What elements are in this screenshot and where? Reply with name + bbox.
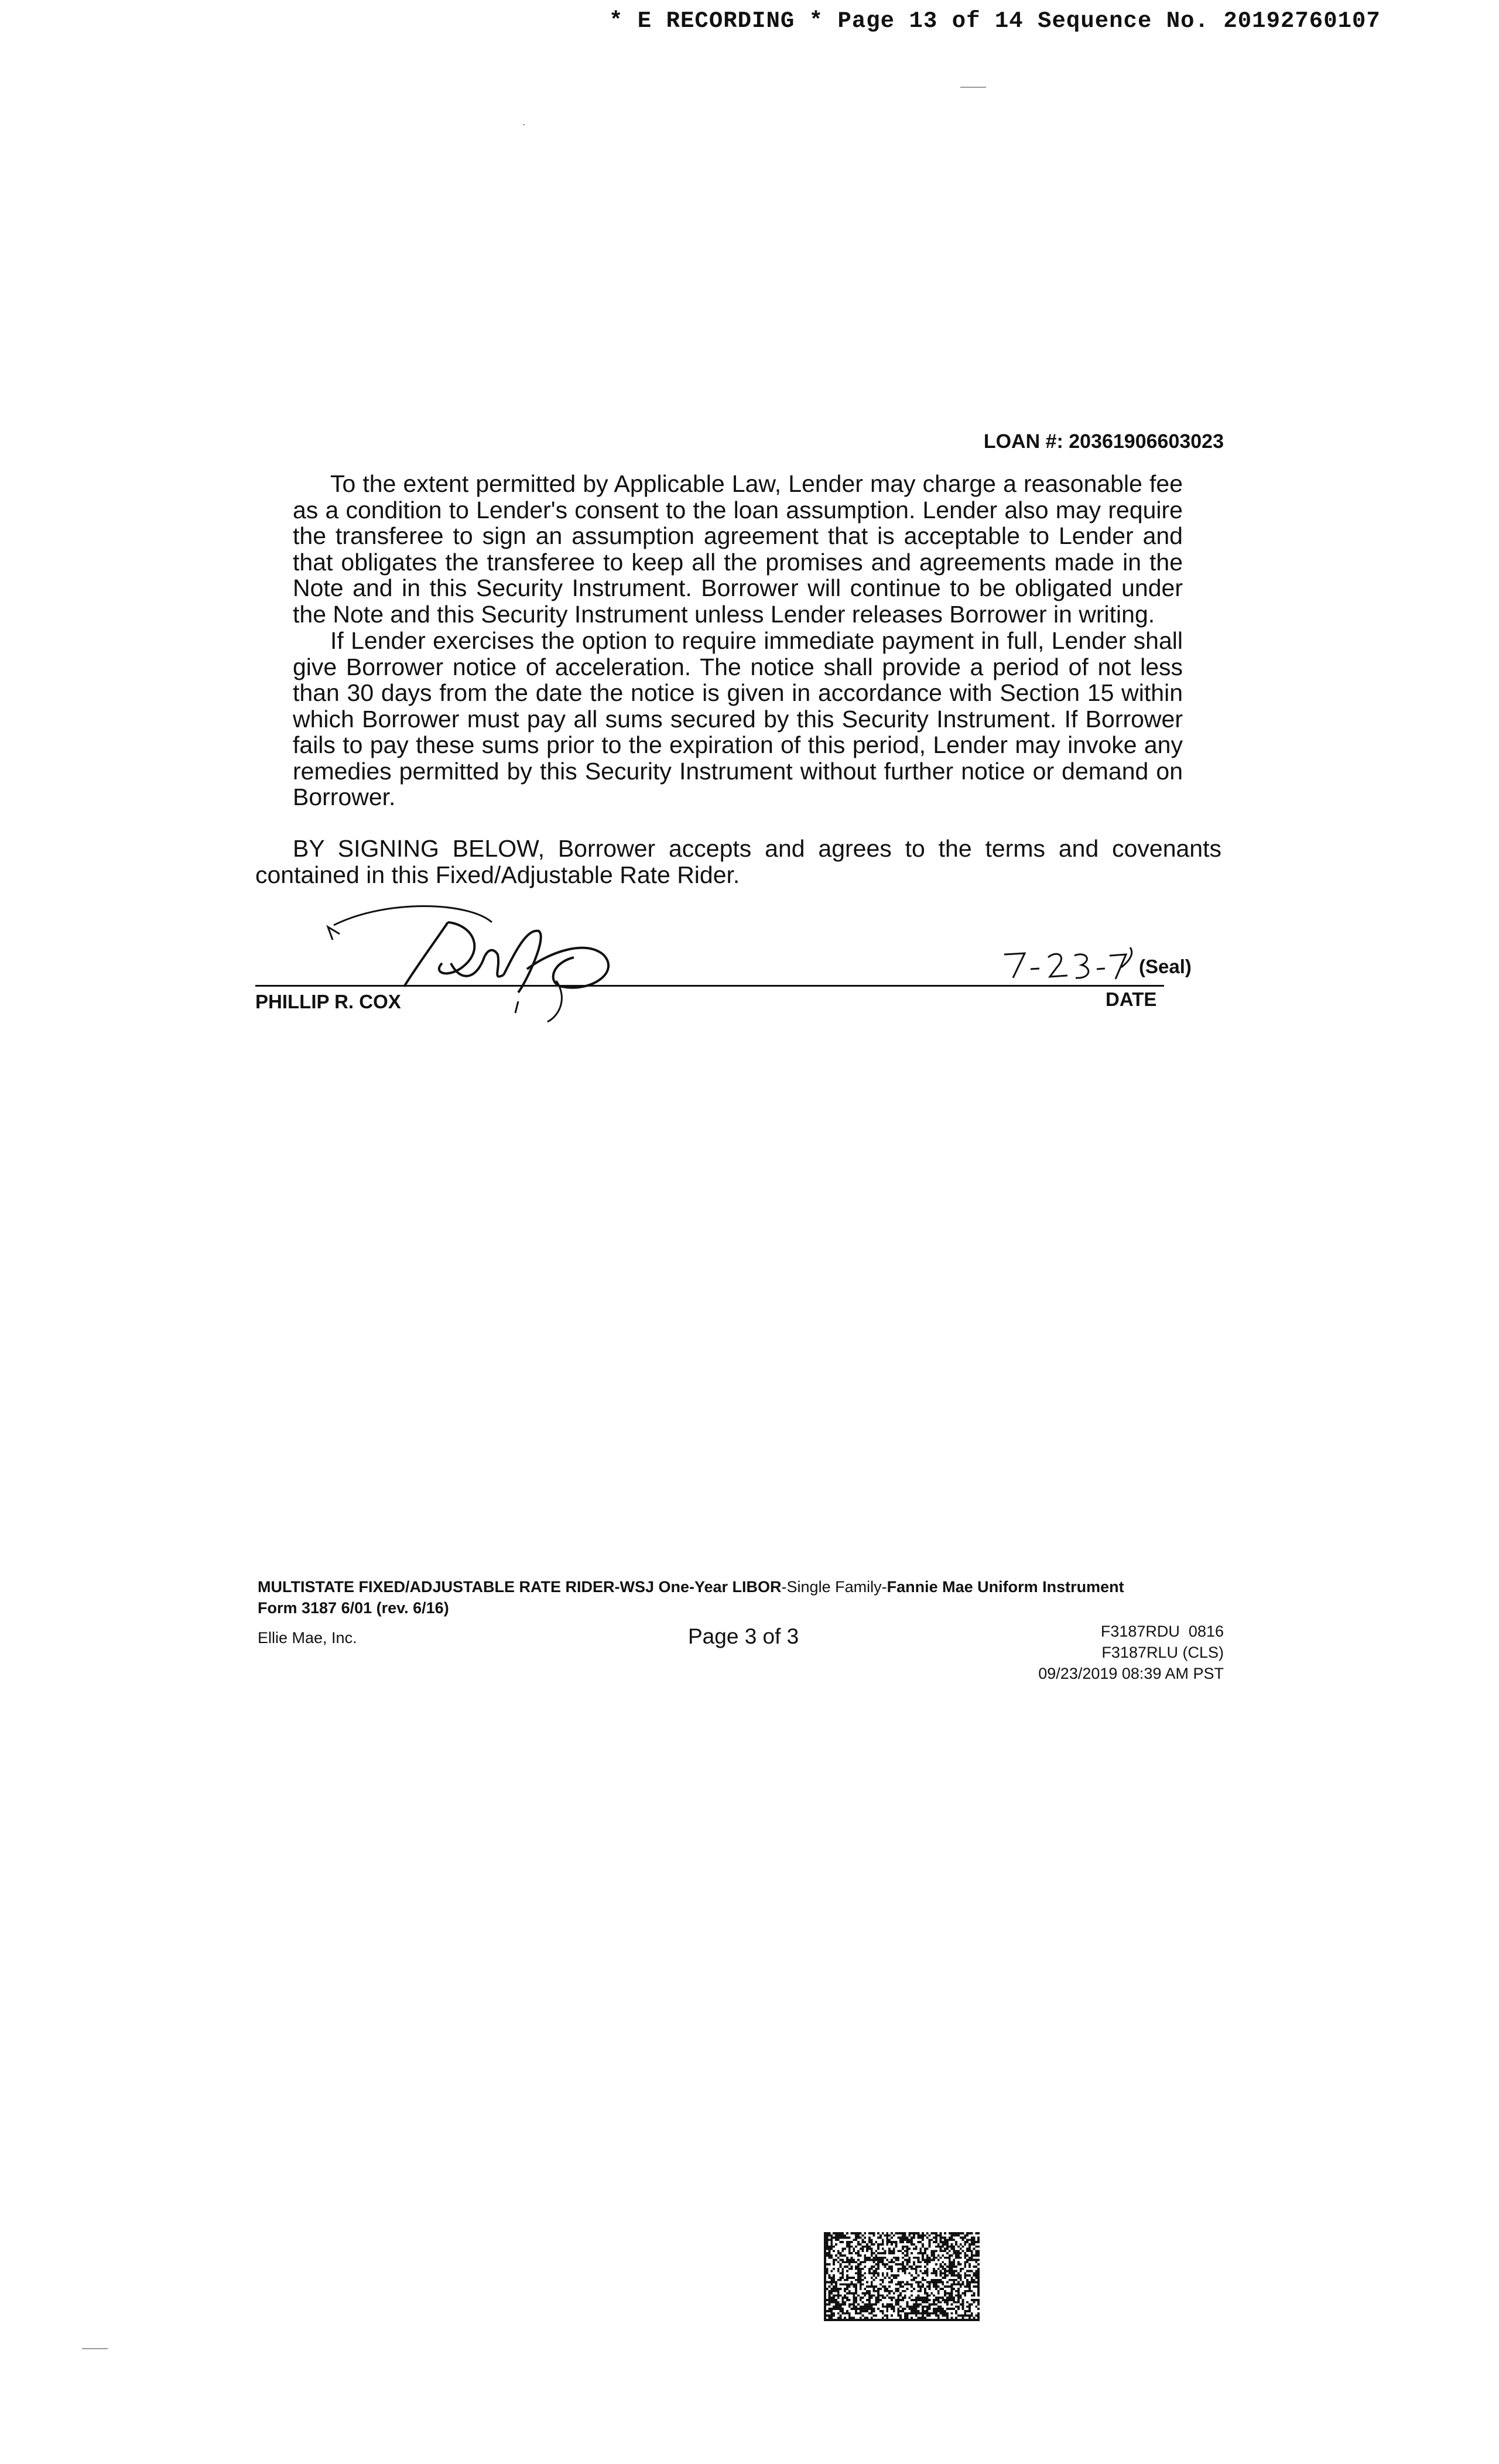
acceleration-paragraph bbox=[293, 628, 1183, 810]
form-number: Form 3187 6/01 (rev. 6/16) bbox=[258, 1599, 449, 1617]
paragraph-1-text: To the extent permitted by Applicable Law, Lender may charge a reasonable fee as a condition to Lender's consent to the loan assumption. Lender also may require the transferee to sign an assumption agreement that is acceptable to Lender and that obligates the transferee to keep all the promises and agreements made in the Note and in this Security Instrument. Borrower will continue to be obligated under the Note and this Security Instrument unless Lender releases Borrower in writing. bbox=[293, 470, 1183, 628]
loan-number-line bbox=[878, 430, 1224, 453]
2d-barcode-image bbox=[824, 2232, 980, 2321]
company-name: Ellie Mae, Inc. bbox=[258, 1629, 357, 1647]
print-timestamp: 09/23/2019 08:39 AM PST bbox=[1038, 1665, 1224, 1682]
form-title-part-3: Fannie Mae Uniform Instrument bbox=[887, 1578, 1124, 1596]
paragraph-2-text: If Lender exercises the option to require immediate payment in full, Lender shall give Borrower notice of acceleration. The notice shall provide a period of not less than 30 days from the date the notice is given in accordance with Section 15 within which Borrower must pay all sums secured by this Security Instrument. If Borrower fails to pay these sums prior to the expiration of this period, Lender may invoke any remedies permitted by this Security Instrument without further notice or demand on Borrower. bbox=[293, 627, 1183, 810]
loan-number-label: LOAN #: bbox=[983, 430, 1063, 453]
borrower-signature-image bbox=[316, 899, 644, 1033]
seal-label: (Seal) bbox=[1139, 956, 1192, 977]
form-code-1: F3187RDU 0816 bbox=[1100, 1623, 1224, 1640]
date-label: DATE bbox=[1106, 988, 1157, 1010]
borrower-name: PHILLIP R. COX bbox=[255, 991, 401, 1012]
assumption-fee-paragraph bbox=[293, 471, 1183, 627]
form-code-2: F3187RLU (CLS) bbox=[1101, 1644, 1224, 1661]
scan-speck bbox=[960, 87, 986, 88]
form-title bbox=[258, 1576, 1241, 1618]
handwritten-date-image bbox=[998, 943, 1139, 990]
scan-speck bbox=[523, 124, 525, 125]
page-number: Page 3 of 3 bbox=[688, 1624, 799, 1648]
signing-statement bbox=[255, 836, 1221, 888]
recording-stamp: * E RECORDING * Page 13 of 14 Sequence No. 20192760107 bbox=[609, 8, 1381, 34]
scan-speck bbox=[82, 2348, 108, 2349]
signing-statement-text: BY SIGNING BELOW, Borrower accepts and agrees to the terms and covenants contained in this Fixed/Adjustable Rate Rider. bbox=[255, 835, 1221, 888]
form-title-part-2: -Single Family- bbox=[781, 1578, 887, 1596]
loan-number-value: 20361906603023 bbox=[1069, 430, 1224, 453]
form-codes bbox=[966, 1621, 1224, 1684]
form-title-part-1: MULTISTATE FIXED/ADJUSTABLE RATE RIDER-WSJ One-Year LIBOR bbox=[258, 1578, 782, 1596]
